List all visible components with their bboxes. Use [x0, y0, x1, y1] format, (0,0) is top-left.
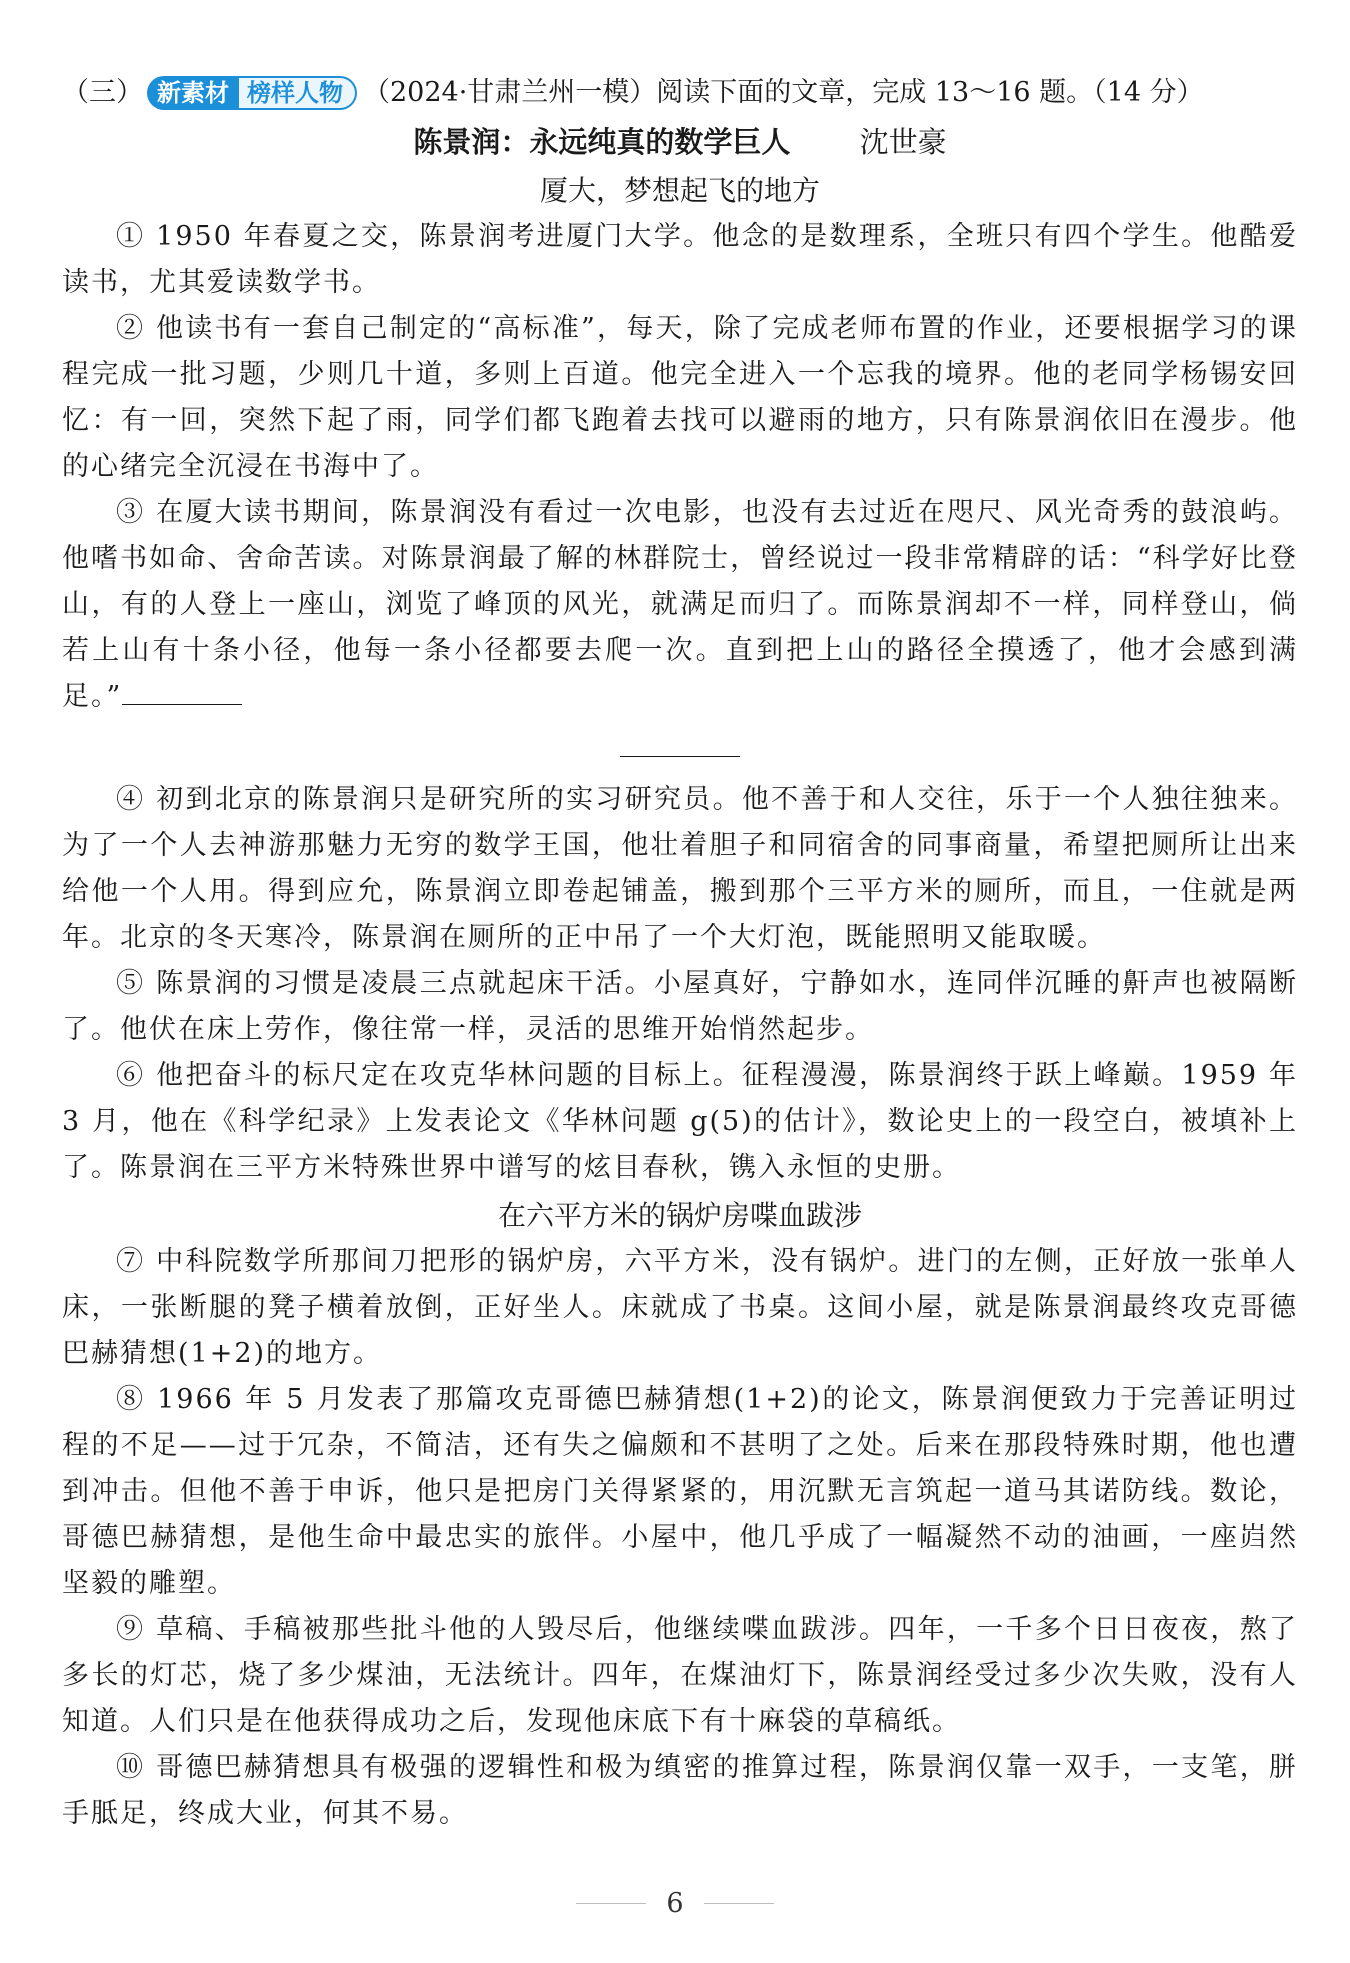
paragraph-6: ⑥ 他把奋斗的标尺定在攻克华林问题的目标上。征程漫漫，陈景润终于跃上峰巅。1959 年 3 月，他在《科学纪录》上发表论文《华林问题 g(5)的估计》，数论史上的一段空白，被填补上了。陈景润在三平方米特殊世界中谱写的炫目春秋，镌入永恒的史册。	[62, 1060, 1298, 1183]
material-badge	[147, 76, 357, 110]
paragraph-3	[62, 490, 1298, 720]
paragraph-9: ⑨ 草稿、手稿被那些批斗他的人毁尽后，他继续喋血跋涉。四年，一千多个日日夜夜，熬了多长的灯芯，烧了多少煤油，无法统计。四年，在煤油灯下，陈景润经受过多少次失败，没有人知道。人们只是在他获得成功之后，发现他床底下有十麻袋的草稿纸。	[62, 1614, 1298, 1737]
paragraph-3-text: ③ 在厦大读书期间，陈景润没有看过一次电影，也没有去过近在咫尺、风光奇秀的鼓浪屿。他嗜书如命、舍命苦读。对陈景润最了解的林群院士，曾经说过一段非常精辟的话：“科学好比登山，有的人登上一座山，浏览了峰顶的风光，就满足而归了。而陈景润却不一样，同样登山，倘若上山有十条小径，他每一条小径都要去爬一次。直到把上山的路径全摸透了，他才会感到满足。”	[62, 497, 1298, 712]
paragraph-7: ⑦ 中科院数学所那间刀把形的锅炉房，六平方米，没有锅炉。进门的左侧，正好放一张单人床，一张断腿的凳子横着放倒，正好坐人。床就成了书桌。这间小屋，就是陈景润最终攻克哥德巴赫猜想(1+2)的地方。	[62, 1246, 1298, 1369]
paragraph-4: ④ 初到北京的陈景润只是研究所的实习研究员。他不善于和人交往，乐于一个人独往独来。为了一个人去神游那魅力无穷的数学王国，他壮着胆子和同宿舍的同事商量，希望把厕所让出来给他一个人用。得到应允，陈景润立即卷起铺盖，搬到那个三平方米的厕所，而且，一住就是两年。北京的冬天寒冷，陈景润在厕所的正中吊了一个大灯泡，既能照明又能取暖。	[62, 784, 1298, 953]
section-title-blank[interactable]	[620, 756, 740, 757]
section-title-1: 厦大，梦想起飞的地方	[539, 174, 820, 207]
badge-role-model: 榜样人物	[239, 76, 357, 110]
section-number: （三）	[62, 77, 143, 108]
paragraph-10: ⑩ 哥德巴赫猜想具有极强的逻辑性和极为缜密的推算过程，陈景润仅靠一双手，一支笔，胼手胝足，终成大业，何其不易。	[62, 1752, 1298, 1829]
article-title: 陈景润：永远纯真的数学巨人	[413, 125, 791, 159]
page-number: 6	[666, 1888, 684, 1919]
footer-rule-left	[576, 1903, 646, 1904]
exam-page	[62, 70, 1298, 1837]
article-title-line	[62, 118, 1298, 166]
footer-rule-right	[704, 1903, 774, 1904]
badge-new-material: 新素材	[147, 76, 239, 110]
question-instruction: （2024·甘肃兰州一模）阅读下面的文章，完成 13～16 题。（14 分）	[363, 77, 1204, 108]
paragraph-8: ⑧ 1966 年 5 月发表了那篇攻克哥德巴赫猜想(1+2)的论文，陈景润便致力于完善证明过程的不足——过于冗杂，不简洁，还有失之偏颇和不甚明了之处。后来在那段特殊时期，他也遭到冲击。但他不善于申诉，他只是把房门关得紧紧的，用沉默无言筑起一道马其诺防线。数论，哥德巴赫猜想，是他生命中最忠实的旅伴。小屋中，他几乎成了一幅凝然不动的油画，一座岿然坚毅的雕塑。	[62, 1384, 1298, 1599]
article-author: 沈世豪	[859, 125, 947, 159]
answer-blank-1[interactable]	[122, 678, 242, 705]
question-header	[62, 70, 1298, 116]
section-title-3: 在六平方米的锅炉房喋血跋涉	[497, 1199, 862, 1232]
page-footer	[0, 1888, 1350, 1919]
paragraph-1: ① 1950 年春夏之交，陈景润考进厦门大学。他念的是数理系，全班只有四个学生。他酷爱读书，尤其爱读数学书。	[62, 221, 1298, 298]
paragraph-2: ② 他读书有一套自己制定的“高标准”，每天，除了完成老师布置的作业，还要根据学习的课程完成一批习题，少则几十道，多则上百道。他完全进入一个忘我的境界。他的老同学杨锡安回忆：有一回，突然下起了雨，同学们都飞跑着去找可以避雨的地方，只有陈景润依旧在漫步。他的心绪完全沉浸在书海中了。	[62, 313, 1298, 482]
paragraph-5: ⑤ 陈景润的习惯是凌晨三点就起床干活。小屋真好，宁静如水，连同伴沉睡的鼾声也被隔断了。他伏在床上劳作，像往常一样，灵活的思维开始悄然起步。	[62, 968, 1298, 1045]
